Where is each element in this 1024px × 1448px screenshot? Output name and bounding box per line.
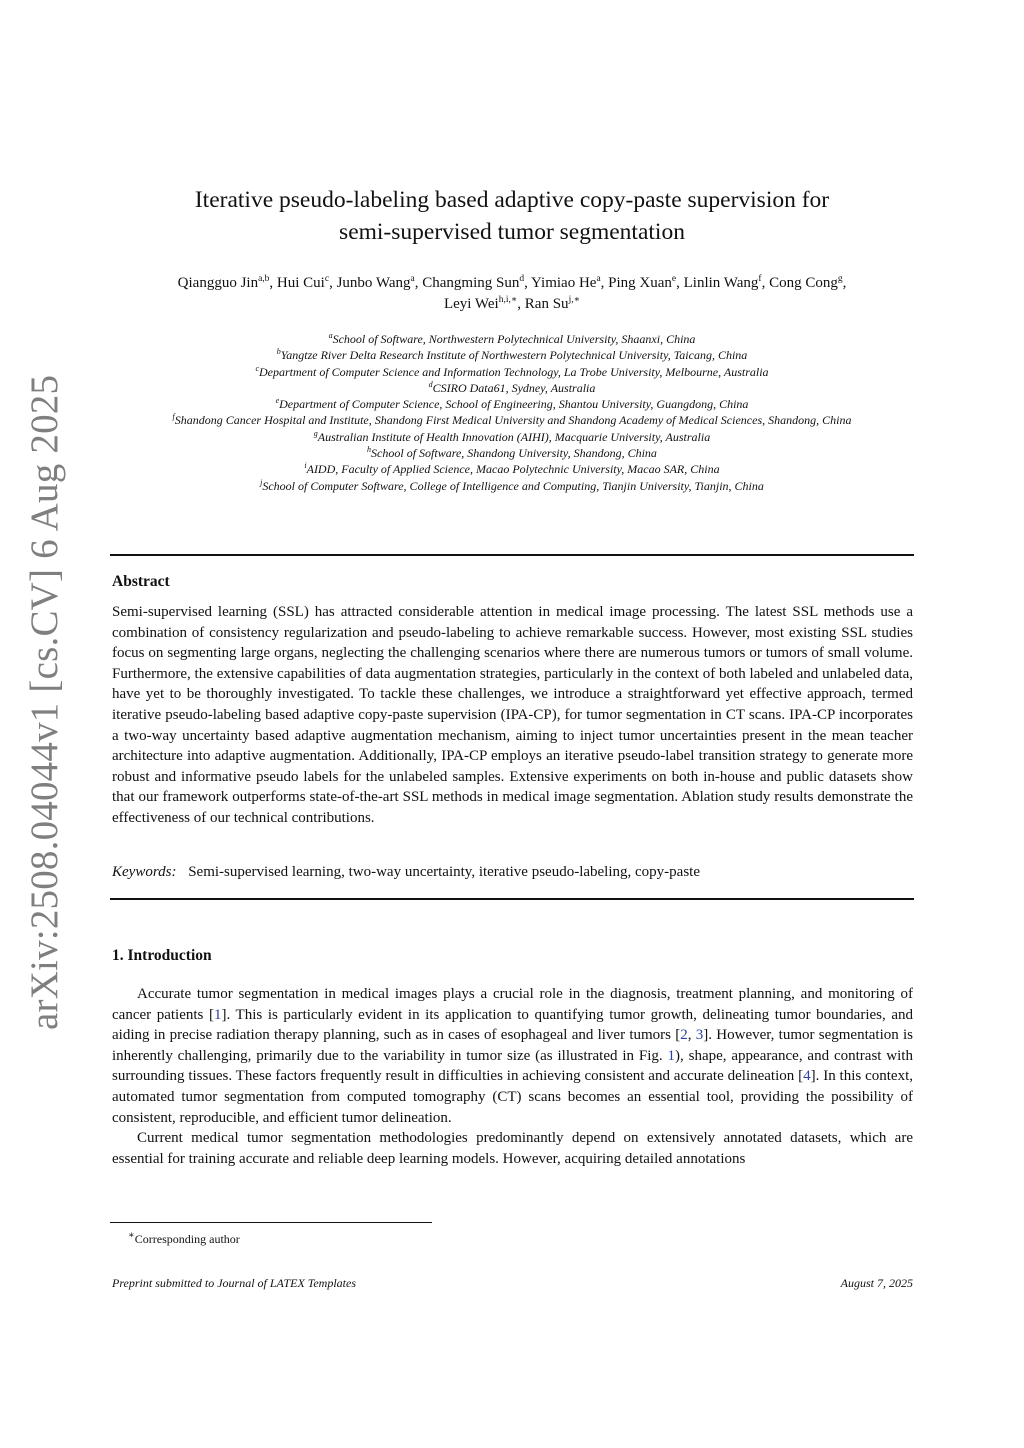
- footnote: [128, 1228, 240, 1247]
- author-line-2: Leyi Wei$^{h,i,∗}$, Ran $Su^{j,∗}$: [443, 295, 581, 312]
- author-affiliation-mark: j,∗: [568, 295, 581, 305]
- introduction-body: [112, 984, 913, 1169]
- affiliation: [100, 380, 924, 396]
- author-affiliation-mark: a: [596, 274, 601, 284]
- affiliation-mark: b: [276, 347, 281, 357]
- affiliation: [100, 478, 924, 494]
- keywords-label: Keywords:: [112, 864, 177, 880]
- citation-link[interactable]: 2: [680, 1027, 688, 1044]
- author-affiliation-mark: e: [671, 274, 677, 284]
- abstract-text: Semi-supervised learning (SSL) has attracted considerable attention in medical image processing. The latest SSL methods use a combination of consistency regularization and pseudo-labeling to achieve remarkable success. However, most existing SSL studies focus on segmenting large organs, neglecting the challenging scenarios where there are numerous tumors or tumors of small volume. Furthermore, the extensive capabilities of data augmentation strategies, particularly in the context of both labeled and unlabeled data, have yet to be thoroughly investigated. To tackle these challenges, we introduce a straightforward yet effective approach, termed iterative pseudo-labeling based adaptive copy-paste supervision (IPA-CP), for tumor segmentation in CT scans. IPA-CP incorporates a two-way uncertainty based adaptive augmentation mechanism, aiming to inject tumor uncertainties present in the mean teacher architecture into adaptive augmentation. Additionally, IPA-CP employs an iterative pseudo-label transition strategy to generate more robust and informative pseudo labels for the unlabeled samples. Extensive experiments on both in-house and public datasets show that our framework outperforms state-of-the-art SSL methods in medical image segmentation. Ablation study results demonstrate the effectiveness of our technical contributions.: [112, 604, 913, 826]
- affiliation-text: School of Computer Software, College of Intelligence and Computing, Tianjin University, Tianjin, China: [262, 478, 764, 493]
- author-name: Hui Cui: [276, 275, 325, 291]
- arxiv-identifier: arXiv:2508.04044v1 [cs.CV] 6 Aug 2025: [23, 374, 66, 1030]
- keywords: [112, 862, 913, 882]
- affiliation-text: Australian Institute of Health Innovation (AIHI), Macquarie University, Australia: [317, 429, 711, 444]
- author-affiliation-mark: a: [410, 274, 415, 284]
- citation-link[interactable]: 4: [803, 1068, 811, 1085]
- author-affiliation-mark: f: [758, 274, 762, 284]
- author-affiliation-mark: c: [324, 274, 330, 284]
- introduction-paragraph-2: Current medical tumor segmentation methodologies predominantly depend on extensively annotated datasets, which are essential for training accurate and reliable deep learning models. However, acquiring detailed annotations: [112, 1130, 913, 1167]
- paragraph-text: Accurate tumor segmentation in medical images plays a crucial role in the diagnosis, treatment planning, and monitoring of cancer patients [: [112, 986, 913, 1023]
- author-line-1: Qiangguo Jin$^{a,b}$, Hui Cui$^c$, Junbo Wang$^a$, Changming Sun$^d$, Yimiao He$^a$, Ping Xuan$^e$, Linlin Wang$^f$, Cong Cong$^g$,: [177, 274, 847, 291]
- author-affiliation-mark: a,b: [258, 274, 270, 284]
- affiliation: [100, 396, 924, 412]
- author-affiliation-mark: g: [837, 274, 843, 284]
- abstract-heading: Abstract: [112, 573, 170, 590]
- author-name: Ran Su: [524, 296, 569, 312]
- affiliation-text: Department of Computer Science, School of Engineering, Shantou University, Guangdong, China: [279, 397, 749, 412]
- affiliation-mark: g: [313, 428, 318, 438]
- author-name: Changming Sun: [422, 275, 520, 291]
- affiliation: [100, 331, 924, 347]
- footer-preprint-note: Preprint submitted to Journal of LATEX Templates: [112, 1276, 357, 1290]
- paragraph-text: ]. In this context, automated tumor segmentation from computed tomography (CT) scans becomes an essential tool, providing the possibility of consistent, reproducible, and efficient tumor delineation.: [112, 1068, 913, 1126]
- introduction-paragraph-1: [112, 984, 913, 1128]
- affiliation-text: AIDD, Faculty of Applied Science, Macao Polytechnic University, Macao SAR, China: [306, 462, 720, 477]
- affiliation-text: Department of Computer Science and Information Technology, La Trobe University, Melbourne, Australia: [259, 364, 769, 379]
- abstract-bottom-rule: [110, 898, 914, 900]
- author-name: Junbo Wang: [336, 275, 411, 291]
- paper-title: [110, 184, 914, 248]
- author-list: [110, 273, 914, 315]
- paragraph-text: ,: [687, 1027, 696, 1044]
- affiliation-list: [100, 331, 924, 494]
- author-name: Linlin Wang: [683, 275, 759, 291]
- affiliation-mark: c: [255, 363, 260, 373]
- author-name: Yimiao He: [531, 275, 597, 291]
- author-affiliation-mark: d: [519, 274, 525, 284]
- paper-title-line: Iterative pseudo-labeling based adaptive copy-paste supervision for: [194, 187, 830, 213]
- author-affiliation-mark: h,i,∗: [498, 295, 518, 305]
- affiliation-mark: h: [367, 445, 372, 455]
- citation-link[interactable]: 1: [213, 1006, 222, 1023]
- paragraph-text: ]. However, tumor segmentation is inherently challenging, primarily due to the variability in tumor size (as illustrated in Fig.: [112, 1027, 914, 1064]
- affiliation-text: CSIRO Data61, Sydney, Australia: [432, 380, 596, 395]
- abstract-top-rule: [110, 554, 914, 556]
- affiliation-mark: a: [328, 331, 333, 340]
- citation-link[interactable]: 3: [695, 1027, 704, 1044]
- affiliation-text: School of Software, Northwestern Polytechnical University, Shaanxi, China: [332, 332, 696, 346]
- footer-date: August 7, 2025: [840, 1276, 913, 1290]
- affiliation-text: Shandong Cancer Hospital and Institute, Shandong First Medical University and Shandong Academy of Medical Sciences, Shandong, China: [174, 413, 852, 428]
- section-heading-introduction: 1. Introduction: [112, 947, 212, 964]
- keywords-text: Semi-supervised learning, two-way uncertainty, iterative pseudo-labeling, copy-paste: [188, 864, 700, 880]
- affiliation: [100, 347, 924, 363]
- affiliation-text: Yangtze River Delta Research Institute of Northwestern Polytechnical University, Taicang, China: [280, 348, 748, 363]
- author-name: Ping Xuan: [608, 275, 672, 291]
- footnote-text: Corresponding author: [134, 1232, 240, 1246]
- affiliation-mark: i: [304, 461, 307, 471]
- figure-link[interactable]: 1: [667, 1047, 675, 1064]
- affiliation: [100, 412, 924, 428]
- affiliation: [100, 429, 924, 445]
- author-name: Qiangguo Jin: [177, 275, 259, 291]
- affiliation: [100, 445, 924, 461]
- affiliation-text: School of Software, Shandong University, Shandong, China: [371, 446, 657, 461]
- paper-title-line: semi-supervised tumor segmentation: [339, 219, 685, 245]
- author-name: Cong Cong: [769, 275, 838, 291]
- footnote-rule: [110, 1222, 432, 1223]
- paragraph-text: ]. This is particularly evident in its application to quantifying tumor growth, delineating tumor boundaries, and aiding in precise radiation therapy planning, such as in cases of esophageal and liver tumors [: [112, 1006, 913, 1044]
- affiliation-mark: j: [260, 477, 263, 487]
- affiliation-mark: d: [428, 379, 433, 389]
- affiliation: [100, 461, 924, 477]
- paragraph-text: ), shape, appearance, and contrast with surrounding tissues. These factors frequently result in difficulties in achieving consistent and accurate delineation [: [112, 1047, 913, 1085]
- affiliation-mark: f: [172, 412, 175, 422]
- affiliation: [100, 364, 924, 380]
- footnote-mark: ∗: [128, 1230, 135, 1241]
- affiliation-mark: e: [275, 396, 280, 406]
- author-name: Leyi Wei: [443, 296, 499, 312]
